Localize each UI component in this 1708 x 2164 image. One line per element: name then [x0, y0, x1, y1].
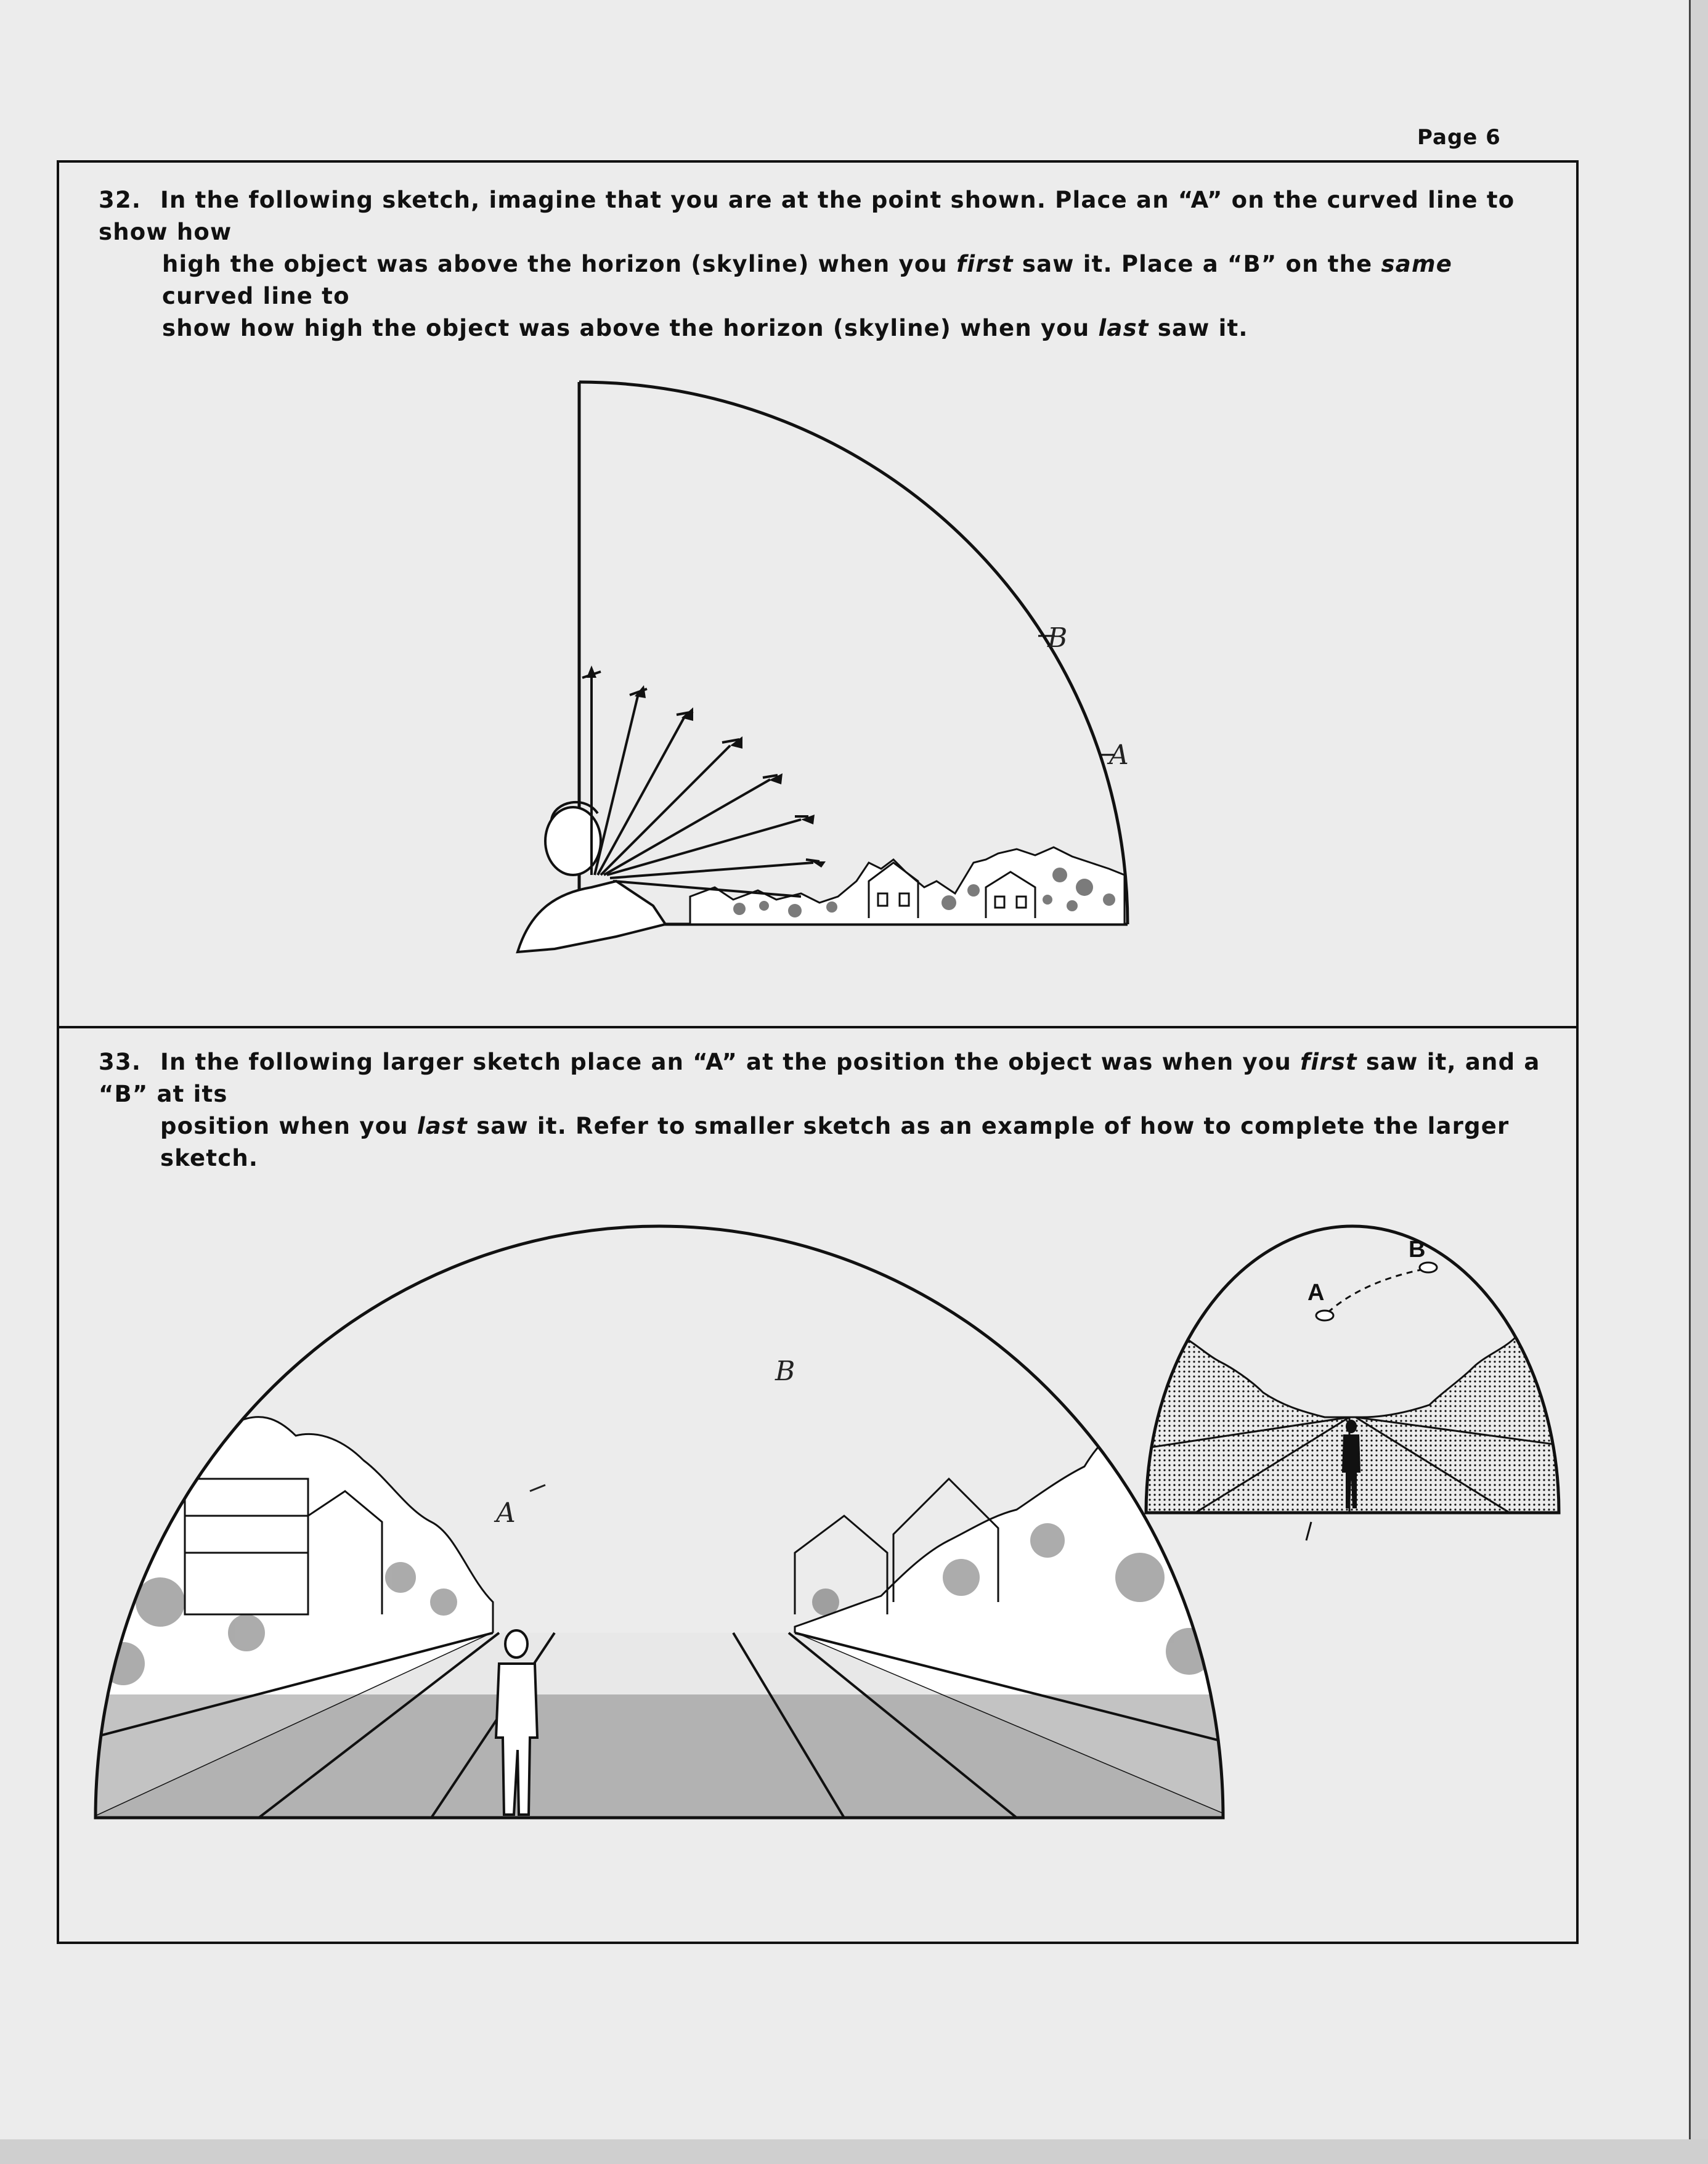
q33-line-1: 33. In the following larger sketch place an “A” at the position the object was when you first saw it, and a “B” at its: [99, 1046, 1565, 1110]
question-number: 32.: [99, 187, 142, 213]
object-position-a: [1316, 1311, 1333, 1320]
q32-line-1: 32. In the following sketch, imagine that you are at the point shown. Place an “A” on the curved line to show how: [99, 184, 1534, 248]
q33-line-2: position when you last saw it. Refer to smaller sketch as an example of how to complete the larger sketch.: [160, 1113, 1510, 1171]
q32-line-3: show how high the object was above the horizon (skyline) when you last saw it.: [162, 315, 1248, 341]
question-number: 33.: [99, 1049, 142, 1075]
example-label-b: B: [1409, 1237, 1426, 1263]
example-label-a: A: [1307, 1280, 1325, 1306]
q32-line-2: high the object was above the horizon (skyline) when you first saw it. Place a “B” on the same curved line to: [162, 251, 1452, 309]
handwritten-a-q33: A: [496, 1497, 516, 1529]
page-number: Page 6: [1417, 125, 1501, 150]
stray-mark: [1306, 1522, 1311, 1540]
object-trajectory: [1328, 1269, 1423, 1312]
object-position-b: [1420, 1263, 1437, 1272]
handwritten-b-q33: B: [775, 1356, 795, 1387]
handwritten-a-q32: A: [1109, 739, 1129, 771]
handwritten-b-q32: B: [1047, 622, 1068, 654]
